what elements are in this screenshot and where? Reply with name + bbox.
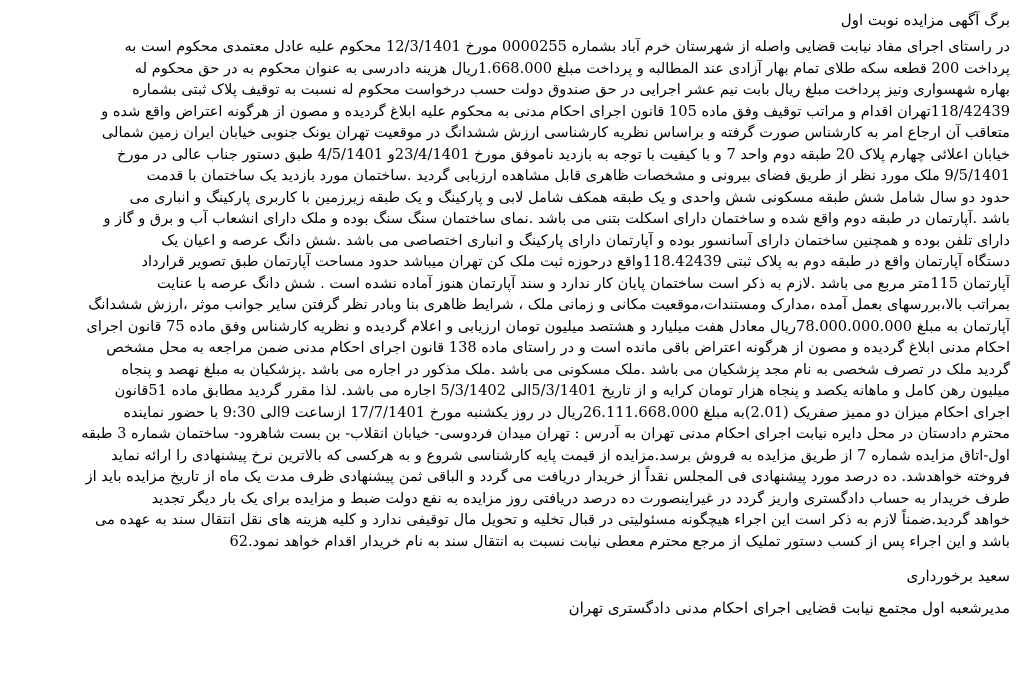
signer-office: مدیرشعبه اول مجتمع نیابت قضایی اجرای احکام مدنی دادگستری تهران (568, 599, 1010, 617)
notice-body-line: پرداخت 200 قطعه سکه طلای تمام بهار آزادی عند المطالبه و پرداخت مبلغ 1.668.000ریال هزینه دادرسی به عنوان محکوم به در حق محکوم له (134, 59, 1010, 77)
notice-body-line: دارای تلفن بوده و همچنین ساختمان دارای آسانسور بوده و آپارتمان دارای پارکینگ و انباری اختصاصی می باشد .شش دانگ عرصه و اعیان یک (161, 231, 1010, 249)
notice-body-line: طرف خریدار به حساب دادگستری واریز گردد در غیراینصورت ده درصد دریافتی روز مزایده به نفع دولت ضبط و مزایده برای یک بار دیگر تجدید (151, 489, 1010, 507)
notice-body-line: اول-اتاق مزایده شماره 7 از طریق مزایده به فروش برسد.مزایده از قیمت پایه کارشناسی شروع و به هرکسی که بالاترین نرخ پیشنهادی را ارائه نماید (111, 446, 1010, 464)
notice-body-line: گردید ملک در تصرف شخصی به نام مجد پزشکیان می باشد .ملک مسکونی می باشد .ملک مذکور در اجاره می باشد .پزشکیان به مبلغ نهصد و پنجاه (121, 360, 1010, 378)
notice-body (14, 36, 1010, 552)
notice-body-line: خیابان اعلائی چهارم پلاک 20 طبقه دوم واحد 7 و با کیفیت با توجه به بازدید ناموفق مورخ 23/4/1401و 4/5/1401 طبق دستور جناب عالی در مورخ (117, 145, 1010, 163)
signer-name: سعید برخورداری (906, 567, 1010, 585)
notice-body-line: آپارتمان 115متر مربع می باشد .لازم به ذکر است ساختمان پایان کار ندارد و سند آپارتمان هنوز آماده نشده است . شش دانگ عرصه با عنایت (156, 274, 1010, 292)
notice-body-line: متعاقب آن ارجاع امر به کارشناس صورت گرفته و براساس نظریه کارشناسی ارزش ششدانگ در موقعیت تهران یونک جنوبی خیابان ایران زمین شمالی (101, 124, 1010, 141)
notice-body-line: میلیون رهن کامل و ماهانه یکصد و پنجاه هزار تومان کرایه و از تاریخ 5/3/1401الی 5/3/1402 اجاره می باشد. لذا مقرر گردید مطابق ماده 51قانون (114, 382, 1010, 399)
notice-body-line: محترم دادستان در محل دایره نیابت اجرای احکام مدنی تهران به آدرس : تهران میدان فردوسی- خیابان انقلاب- بن بست شاهرود- ساختمان شماره 3 طبقه (81, 425, 1010, 442)
notice-body-line: اجرای احکام میزان دو ممیز صفریک (2.01)به مبلغ 26.111.668.000ریال در روز یکشنبه مورخ 17/7/1401 ازساعت 9الی 9:30 با حضور نماینده (123, 403, 1010, 421)
notice-body-line: احکام مدنی ابلاغ گردیده و مصون از هرگونه اعتراض باقی مانده است و در راستای ماده 138 قانون اجرای احکام مدنی ضمن مراجعه به محل مشخص (106, 339, 1010, 356)
notice-body-line: بهاره شهسواری ونیز پرداخت مبلغ ریال بابت نیم عشر اجرایی در حق صندوق دولت حسب درخواست محکوم له نسبت به توقیف پلاک ثبتی بشماره (132, 81, 1010, 98)
notice-body-line: فروخته خواهدشد. ده درصد مورد پیشنهادی فی المجلس نقداً از خریدار دریافت می گردد و الباقی ثمن پیشنهادی ظرف مدت یک ماه از تاریخ مزایده باید از (85, 468, 1010, 485)
notice-body-line: 118/42439تهران اقدام و مراتب توقیف وفق ماده 105 قانون اجرای احکام مدنی به محکوم علیه ابلاغ گردیده و مصون از هرگونه اعتراض واقع شده و (101, 102, 1010, 120)
notice-body-line: باشد .آپارتمان در طبقه دوم واقع شده و ساختمان دارای اسکلت بتنی می باشد .نمای ساختمان سنگ سنگ بوده و ملک دارای انشعاب آب و برق و گاز و (103, 210, 1010, 227)
notice-body-line: بمراتب بالا،بررسهای بعمل آمده ،مدارک ومستندات،موقعیت مکانی و زمانی ملک ، شرایط ظاهری بنا وبادر نظر گرفتن سایر جوانب موثر ،ارزش ششدانگ (88, 296, 1010, 313)
notice-body-line: در راستای اجرای مفاد نیابت قضایی واصله از شهرستان خرم آباد بشماره 0000255 مورخ 12/3/1401 محکوم علیه عادل معتمدی محکوم است به (124, 38, 1010, 55)
notice-body-line: خواهد گردید.ضمناً لازم به ذکر است این اجراء هیچگونه مسئولیتی در قبال تخلیه و تحویل مال توقیفی ندارد و کلیه هزینه های نقل انتقال سند به عهده می (94, 511, 1010, 528)
notice-title: برگ آگهی مزایده نوبت اول (840, 11, 1010, 29)
notice-body-line: دستگاه آپارتمان واقع در طبقه دوم به پلاک ثبتی 118.42439واقع درحوزه ثبت ملک کن تهران میباشد حدود مساحت آپارتمان طبق تصویر قرارداد (141, 253, 1010, 270)
notice-body-line: آپارتمان به مبلغ 78.000.000.000ریال معادل هفت میلیارد و هشتصد میلیون تومان ارزیابی و اعلام گردیده و نظریه کارشناس وفق ماده 75 قانون اجرای (86, 317, 1010, 335)
notice-body-line: باشد و این اجراء پس از کسب دستور تملیک از مرجع محترم معطی نیابت نسبت به انتقال سند به نام خریدار اقدام خواهد نمود.62 (229, 532, 1010, 550)
notice-body-line: 9/5/1401 ملک مورد نظر از طریق فضای بیرونی و مشخصات ظاهری قابل مشاهده ارزیابی گردید .ساختمان مورد بازدید یک ساختمان با قدمت (146, 167, 1010, 184)
notice-body-line: حدود دو سال شامل شش طبقه مسکونی شش واحدی و یک طبقه همکف شامل لابی و پارکینگ و یک طبقه زیرزمین با کاربری پارکینگ و انباری می (129, 188, 1010, 206)
